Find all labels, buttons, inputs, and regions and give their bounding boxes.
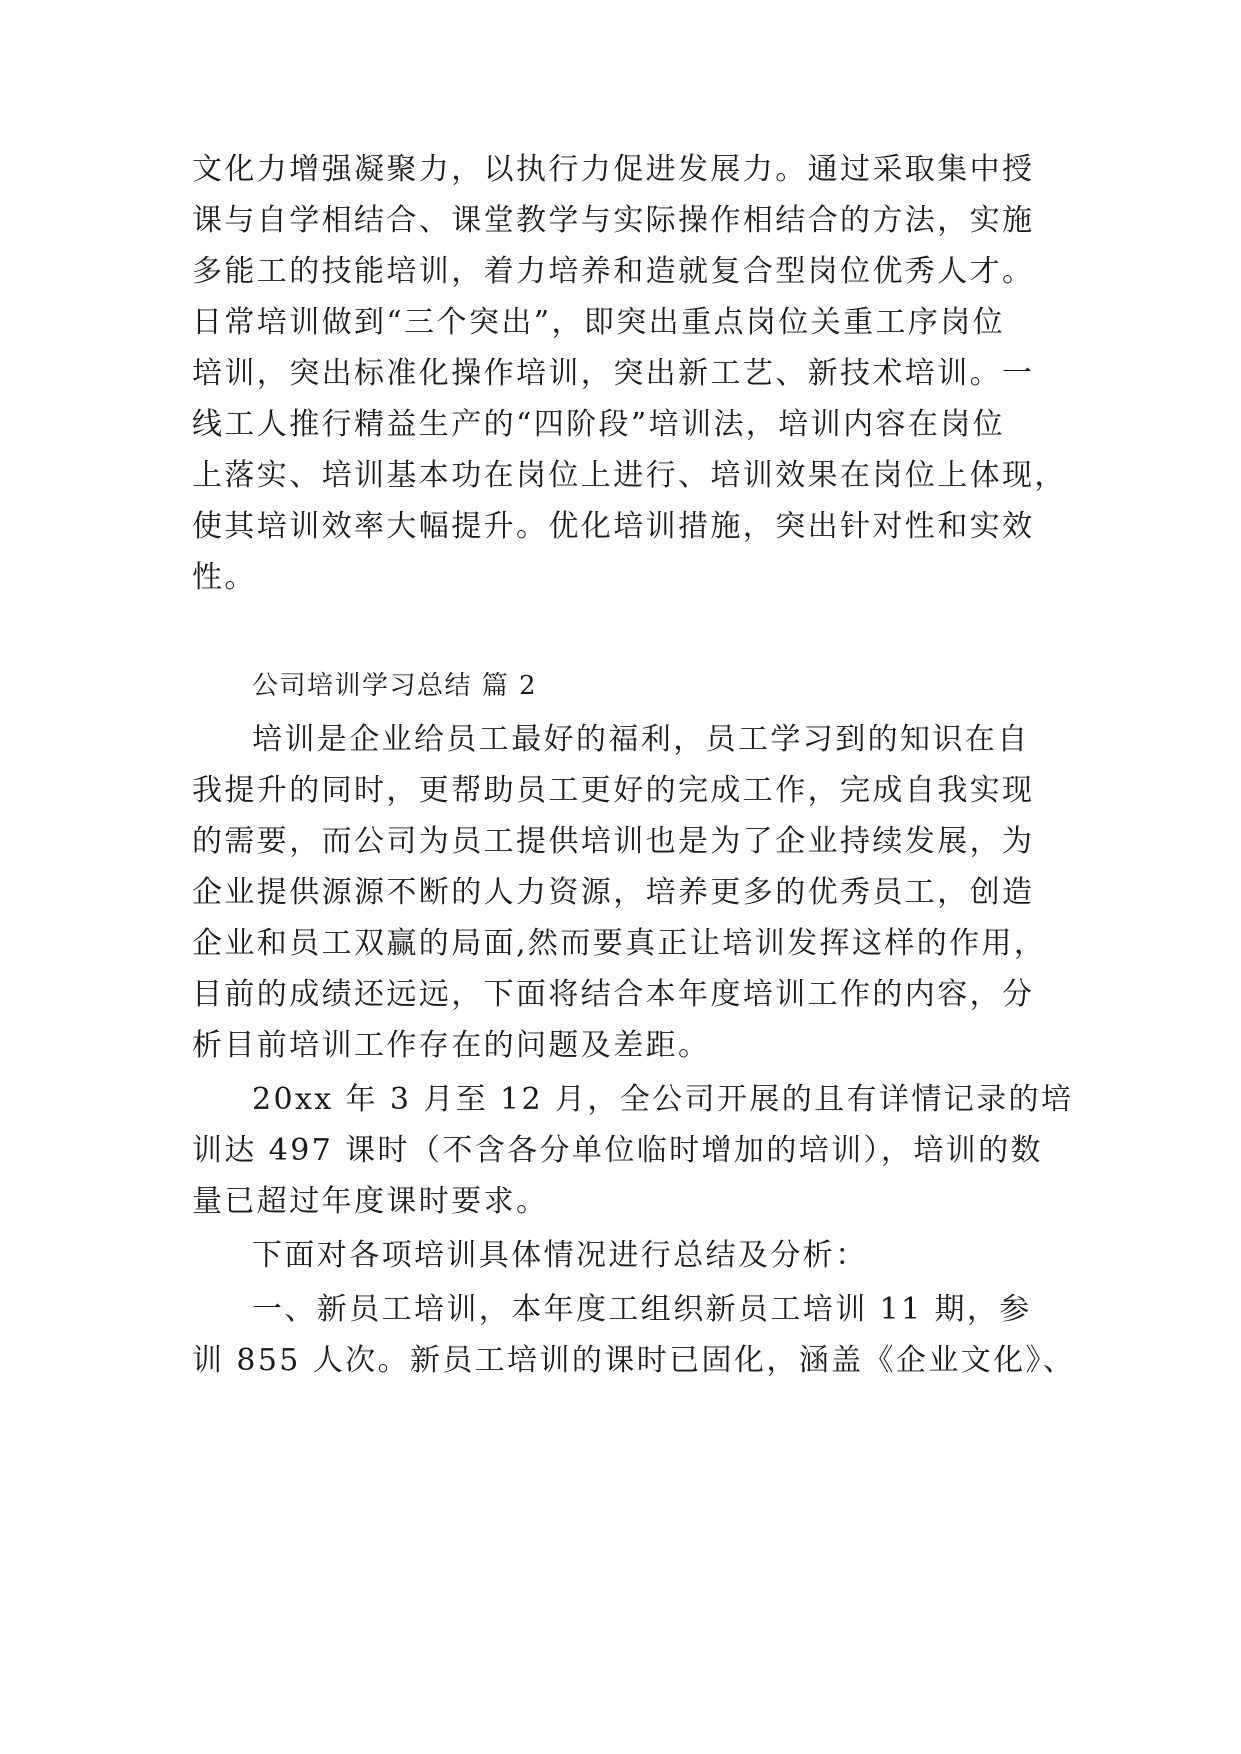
text-line: 一、新员工培训，本年度工组织新员工培训 11 期，参: [252, 1292, 1032, 1327]
text-line: 培训是企业给员工最好的福利，员工学习到的知识在自: [252, 722, 1030, 757]
text-line: 我提升的同时，更帮助员工更好的完成工作，完成自我实现: [192, 773, 1035, 808]
text-line: 性。: [192, 560, 257, 595]
text-line: 训达 497 课时（不含各分单位临时增加的培训），培训的数: [192, 1133, 1043, 1168]
text-line: 20xx 年 3 月至 12 月，全公司开展的且有详情记录的培: [252, 1082, 1074, 1117]
text-line: 多能工的技能培训，着力培养和造就复合型岗位优秀人才。: [192, 254, 1035, 289]
text-line: 目前的成绩还远远，下面将结合本年度培训工作的内容，分: [192, 977, 1035, 1012]
text-line: 训 855 人次。新员工培训的课时已固化，涵盖《企业文化》、: [192, 1343, 1076, 1378]
section-title: 公司培训学习总结 篇 2: [252, 671, 538, 701]
summary-intro: 下面对各项培训具体情况进行总结及分析：: [252, 1238, 868, 1273]
text-line: 量已超过年度课时要求。: [192, 1184, 549, 1219]
text-line: 文化力增强凝聚力，以执行力促进发展力。通过采取集中授: [192, 152, 1035, 187]
text-line: 上落实、培训基本功在岗位上进行、培训效果在岗位上体现，: [192, 458, 1067, 493]
text-line: 日常培训做到“三个突出”，即突出重点岗位关重工序岗位: [192, 305, 1006, 340]
text-line: 线工人推行精益生产的“四阶段”培训法，培训内容在岗位: [192, 407, 1006, 442]
text-line: 析目前培训工作存在的问题及差距。: [192, 1028, 711, 1063]
text-line: 使其培训效率大幅提升。优化培训措施，突出针对性和实效: [192, 509, 1035, 544]
text-line: 的需要，而公司为员工提供培训也是为了企业持续发展，为: [192, 824, 1035, 859]
text-line: 课与自学相结合、课堂教学与实际操作相结合的方法，实施: [192, 203, 1035, 238]
text-line: 企业和员工双赢的局面,然而要真正让培训发挥这样的作用，: [192, 926, 1047, 961]
text-line: 企业提供源源不断的人力资源，培养更多的优秀员工，创造: [192, 875, 1035, 910]
text-line: 培训，突出标准化操作培训，突出新工艺、新技术培训。一: [192, 356, 1035, 391]
